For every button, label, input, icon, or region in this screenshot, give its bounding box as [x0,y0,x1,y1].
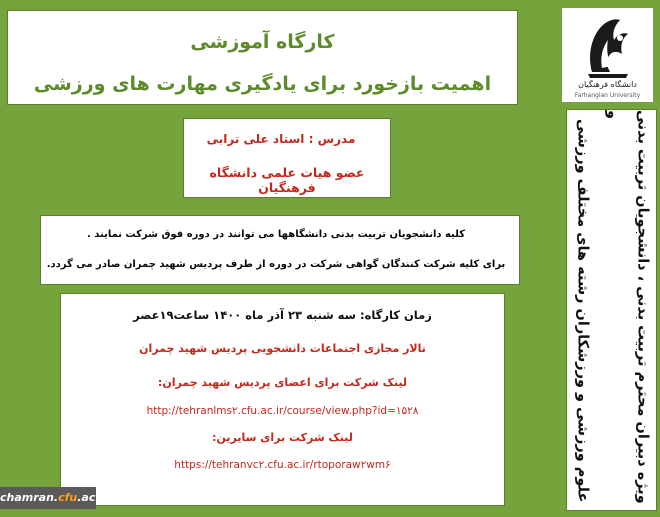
watermark-prefix: chamran. [0,491,59,504]
eligibility-notice [40,215,520,285]
members-link-label: لینک شرکت برای اعضای پردیس شهید چمران: [157,376,408,389]
logo-panel [562,8,653,102]
workshop-venue: تالار مجازی اجتماعات دانشجویی پردیس شهید چمران [139,342,426,355]
workshop-title: اهمیت بازخورد برای یادگیری مهارت های ورزشی [33,73,492,95]
university-name-fa: دانشگاه فرهنگیان [578,80,637,89]
workshop-label: کارگاه آموزشی [190,31,335,53]
university-name-en: Farhangian University [574,92,641,99]
farhangian-university-logo-icon [562,10,653,80]
workshop-details [60,293,505,506]
instructor-role: عضو هیات علمی دانشگاه فرهنگیان [209,165,365,195]
certificate-line: برای کلیه شرکت کنندگان گواهی شرکت در دوره از طرف پردیس شهید چمران صادر می گردد. [46,259,506,270]
instructor-name: مدرس : استاد علی ترابی [206,132,356,146]
others-link-label: لینک شرکت برای سایرین: [212,431,353,444]
site-watermark [0,487,109,509]
others-link[interactable]: https://tehranvc۲.cfu.ac.ir/rtoporaw۲wm۶ [174,459,391,471]
instructor-panel [183,118,391,198]
title-panel [7,10,518,105]
audience-panel [566,109,657,511]
watermark-accent: cfu [58,491,78,504]
eligibility-line: کلیه دانشجویان تربیت بدنی دانشگاهها می توانند در دوره فوق شرکت نمایند . [86,229,466,240]
audience-line-1: ویژه دبیران محترم تربیت بدنی ، دانشجویان تربیت بدنی و [604,110,651,504]
members-link[interactable]: http://tehranlms۲.cfu.ac.ir/course/view.php?id=۱۵۲۸ [146,405,419,417]
audience-line-2: علوم ورزشی و ورزشکاران رشته های مختلف ورزشی [574,119,591,503]
workshop-time: زمان کارگاه: سه شنبه ۲۳ آذر ماه ۱۴۰۰ ساعت۱۹عصر [133,308,432,322]
watermark-suffix: .ac.ir [77,491,109,504]
